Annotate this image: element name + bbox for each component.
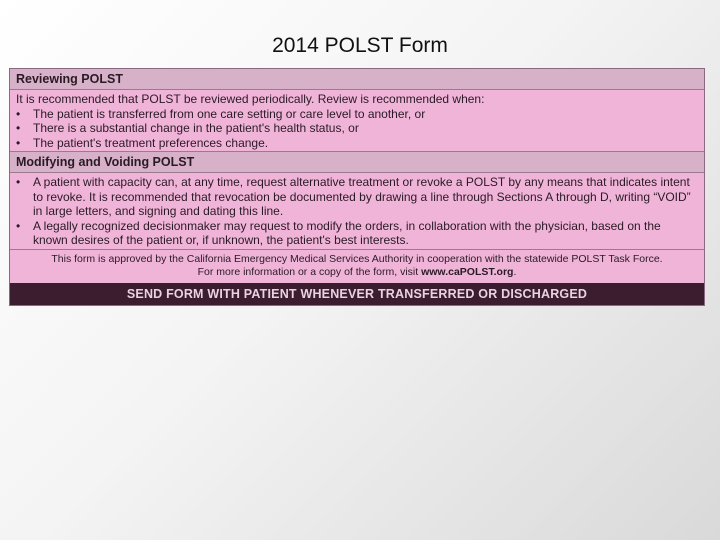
modifying-heading: Modifying and Voiding POLST: [10, 152, 704, 173]
list-item: [16, 107, 698, 122]
bullet-icon: •: [16, 218, 21, 233]
reviewing-heading: Reviewing POLST: [10, 69, 704, 90]
bullet-text: The patient's treatment preferences change.: [33, 135, 269, 150]
bullet-text: A legally recognized decisionmaker may request to modify the orders, in collaboration with the physician, based on the known desires of the patient or, if unknown, the patient's best interests.: [33, 218, 661, 247]
modifying-section: [10, 173, 704, 249]
list-item: [16, 121, 698, 136]
reviewing-section: [10, 90, 704, 151]
bullet-icon: •: [16, 135, 21, 150]
website-link[interactable]: www.caPOLST.org: [421, 265, 514, 278]
bullet-text: There is a substantial change in the patient's health status, or: [33, 121, 359, 135]
bullet-text: A patient with capacity can, at any time, request alternative treatment or revoke a POLST by any means that indicates intent to revoke. It is recommended that revocation be documented by drawing a line through Sections A through D, writing “VOID” in large letters, and signing and dating this line.: [33, 175, 691, 218]
polst-form-excerpt: [9, 68, 705, 306]
list-item: [16, 175, 698, 219]
footer-banner: SEND FORM WITH PATIENT WHENEVER TRANSFERRED OR DISCHARGED: [10, 283, 704, 305]
approval-line-2-suffix: .: [513, 265, 517, 278]
approval-note: [10, 249, 704, 283]
bullet-icon: •: [16, 106, 21, 121]
approval-line-2: [16, 266, 698, 279]
bullet-icon: •: [16, 121, 21, 135]
reviewing-intro: It is recommended that POLST be reviewed periodically. Review is recommended when:: [16, 92, 485, 106]
bullet-icon: •: [16, 175, 21, 189]
list-item: [16, 219, 698, 248]
approval-line-2-prefix: For more information or a copy of the form, visit: [197, 265, 422, 278]
slide-title: 2014 POLST Form: [272, 34, 448, 57]
list-item: [16, 136, 698, 151]
bullet-text: The patient is transferred from one care setting or care level to another, or: [33, 106, 426, 121]
approval-line-1: This form is approved by the California Emergency Medical Services Authority in cooperation with the statewide POLST Task Force.: [51, 252, 663, 265]
